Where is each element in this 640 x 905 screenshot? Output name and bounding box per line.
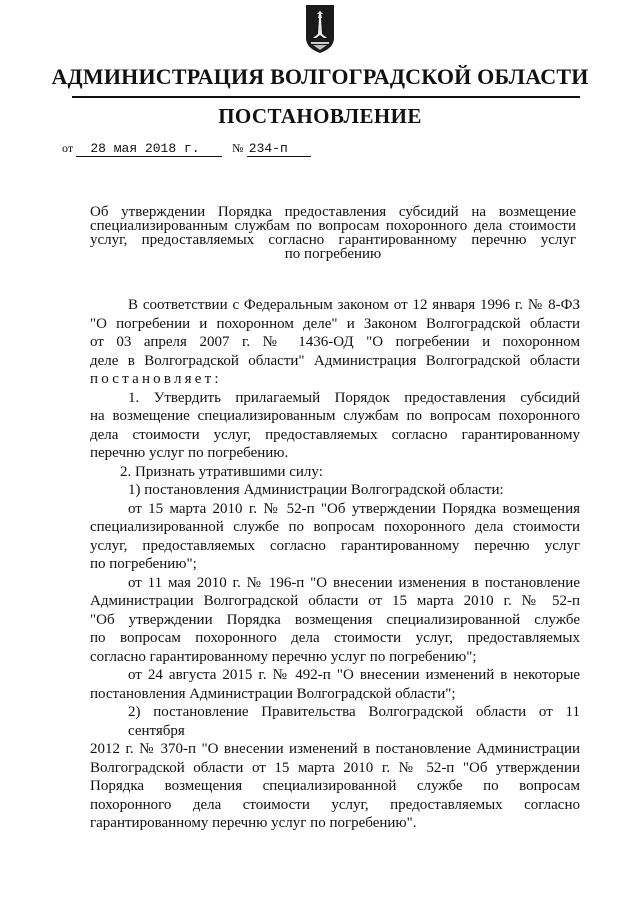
body-line: по вопросам похоронного дела стоимости услуг, предоставляемых xyxy=(90,630,580,646)
body-line: 2012 г. № 370-п "О внесении изменений в постановление Администрации xyxy=(90,741,580,757)
body-line: на возмещение специализированным службам по вопросам похоронного xyxy=(90,408,580,424)
body-line: В соответствии с Федеральным законом от 12 января 1996 г. № 8-ФЗ xyxy=(128,297,580,313)
body-line: от 15 марта 2010 г. № 52-п "Об утверждении Порядка возмещения xyxy=(128,500,580,517)
coat-of-arms-icon xyxy=(305,4,335,54)
subject-line: услуг, предоставляемых согласно гарантированному перечню услуг xyxy=(90,232,576,248)
body-line: 2. Признать утратившими силу: xyxy=(120,463,323,480)
organization-title: АДМИНИСТРАЦИЯ ВОЛГОГРАДСКОЙ ОБЛАСТИ xyxy=(51,64,589,89)
subject-line: по погребению xyxy=(284,246,382,262)
body-line: 1. Утвердить прилагаемый Порядок предоставления субсидий xyxy=(128,389,580,406)
body-line: специализированной службе по вопросам похоронного дела стоимости xyxy=(90,519,580,535)
document-number: 234-п xyxy=(247,141,311,157)
body-line: постановляет: xyxy=(90,371,222,387)
body-line: Порядка возмещения специализированной службе по вопросам xyxy=(90,778,580,794)
body-line: похоронного дела стоимости услуг, предоставляемых согласно xyxy=(90,796,580,813)
number-label: № xyxy=(232,141,244,155)
body-line: "О погребении и похоронном деле" и Законом Волгоградской области xyxy=(90,315,580,332)
body-line: 1) постановления Администрации Волгоградской области: xyxy=(128,482,504,498)
document-requisites xyxy=(62,140,311,157)
body-line: дела стоимости услуг, предоставляемых согласно гарантированному xyxy=(90,426,580,443)
body-line: от 11 мая 2010 г. № 196-п "О внесении изменения в постановление xyxy=(128,574,580,591)
body-line: перечню услуг по погребению. xyxy=(90,445,289,461)
body-line: согласно гарантированному перечню услуг по погребению"; xyxy=(90,648,477,665)
body-line: 2) постановление Правительства Волгоградской области от 11 сентября xyxy=(128,704,580,739)
subject-line: Об утверждении Порядка предоставления субсидий на возмещение xyxy=(90,204,576,220)
subject-line: специализированным службам по вопросам похоронного дела стоимости xyxy=(90,218,576,234)
document-body xyxy=(90,296,580,833)
body-line: по погребению"; xyxy=(90,556,197,572)
body-line: деле в Волгоградской области" Администрация Волгоградской области xyxy=(90,352,580,369)
document-subject xyxy=(90,205,576,261)
header-divider xyxy=(72,96,580,98)
date-label: от xyxy=(62,141,74,155)
body-line: "Об утверждении Порядка возмещения специализированной службе xyxy=(90,611,580,628)
body-line: от 24 августа 2015 г. № 492-п "О внесении изменений в некоторые xyxy=(128,667,580,683)
body-line: Волгоградской области от 15 марта 2010 г. № 52-п "Об утверждении xyxy=(90,759,580,776)
body-line: Администрации Волгоградской области от 15 марта 2010 г. № 52-п xyxy=(90,593,580,609)
document-type-title: ПОСТАНОВЛЕНИЕ xyxy=(218,104,422,128)
body-line: гарантированному перечню услуг по погребению". xyxy=(90,815,417,831)
body-line: от 03 апреля 2007 г. № 1436-ОД "О погребении и похоронном xyxy=(90,334,580,350)
body-line: постановления Администрации Волгоградской области"; xyxy=(90,685,456,702)
document-date: 28 мая 2018 г. xyxy=(76,141,222,157)
body-line: услуг, предоставляемых согласно гарантированному перечню услуг xyxy=(90,537,580,554)
